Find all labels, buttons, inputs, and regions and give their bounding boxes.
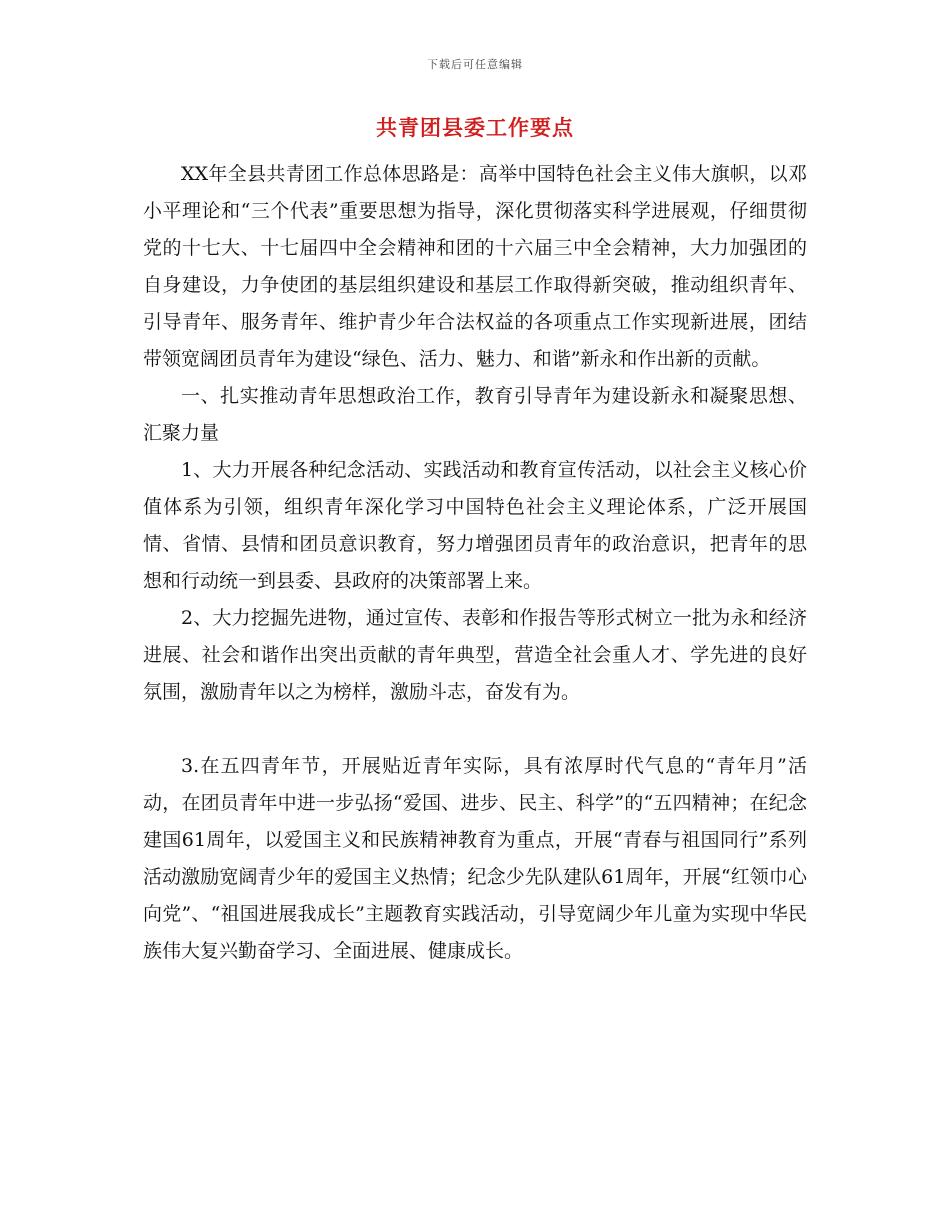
document-title: 共青团县委工作要点 — [376, 116, 574, 140]
section-heading-1: 一、扎实推动青年思想政治工作，教育引导青年为建设新永和凝聚思想、汇聚力量 — [143, 385, 807, 444]
paragraph-item-2: 2、大力挖掘先进物，通过宣传、表彰和作报告等形式树立一批为永和经济进展、社会和谐作出突出贡献的青年典型，营造全社会重人才、学先进的良好氛围，激励青年以之为榜样，激励斗志，奋发有为。 — [143, 607, 807, 703]
paragraph-item-3: 3.在五四青年节，开展贴近青年实际，具有浓厚时代气息的“青年月”活动，在团员青年中进一步弘扬“爱国、进步、民主、科学”的“五四精神；在纪念建国61周年，以爱国主义和民族精神教育为重点，开展“青春与祖国同行”系列活动激励宽阔青少年的爱国主义热情；纪念少先队建队61周年，开展“红领巾心向党”、“祖国进展我成长”主题教育实践活动，引导宽阔少年儿童为实现中华民族伟大复兴勤奋学习、全面进展、健康成长。 — [143, 755, 807, 962]
paragraph-item-1: 1、大力开展各种纪念活动、实践活动和教育宣传活动，以社会主义核心价值体系为引领，组织青年深化学习中国特色社会主义理论体系，广泛开展国情、省情、县情和团员意识教育，努力增强团员青年的政治意识，把青年的思想和行动统一到县委、县政府的决策部署上来。 — [143, 459, 807, 592]
header-note: 下载后可任意编辑 — [427, 58, 523, 71]
document-body — [143, 156, 807, 970]
paragraph-overview: XX年全县共青团工作总体思路是：高举中国特色社会主义伟大旗帜，以邓小平理论和“三个代表”重要思想为指导，深化贯彻落实科学进展观，仔细贯彻党的十七大、十七届四中全会精神和团的十六届三中全会精神，大力加强团的自身建设，力争使团的基层组织建设和基层工作取得新突破，推动组织青年、引导青年、服务青年、维护青少年合法权益的各项重点工作实现新进展，团结带领宽阔团员青年为建设“绿色、活力、魅力、和谐”新永和作出新的贡献。 — [143, 163, 807, 370]
